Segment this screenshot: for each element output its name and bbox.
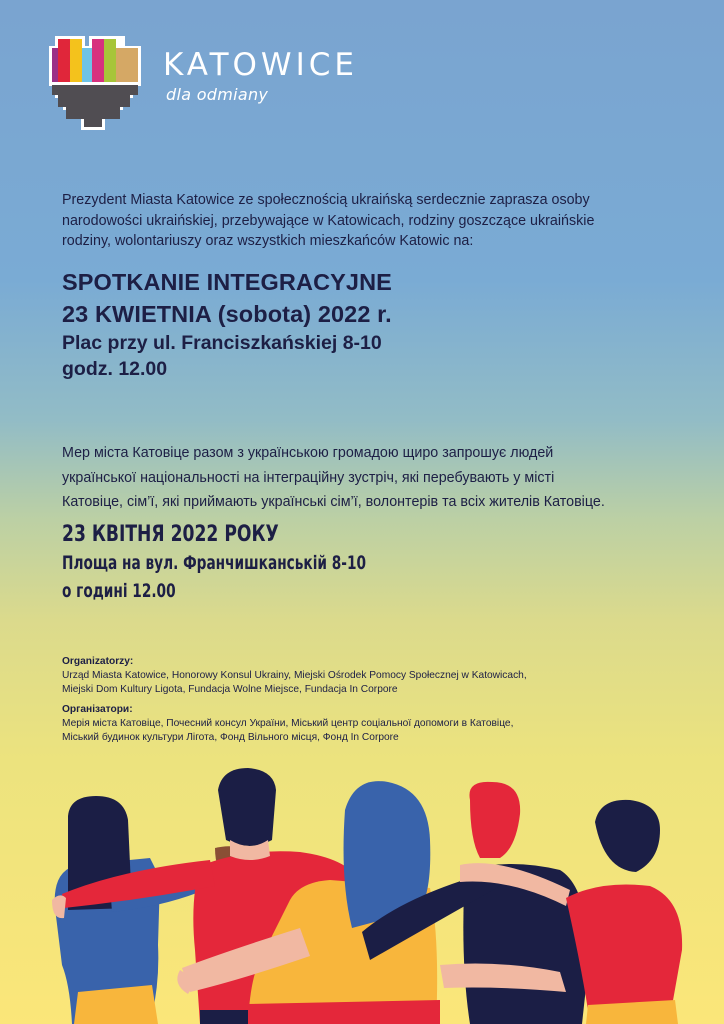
brand-name: KATOWICE: [163, 47, 358, 83]
event-title: SPOTKANIE INTEGRACYJNE: [62, 269, 392, 295]
intro-ukrainian-line: Мер міста Катовіце разом з українською громадою щиро запрошує людей: [62, 445, 554, 461]
brand: [163, 48, 358, 104]
organizers-ukrainian: [62, 703, 622, 745]
intro-polish-line: rodziny, wolontariuszy oraz wszystkich mieszkańców Katowic na:: [62, 233, 474, 249]
intro-polish-line: narodowości ukraińskiej, przebywające w Katowicach, rodziny goszczące ukraińskie: [62, 212, 595, 229]
organizers-line: Мерія міста Катовіце, Почесний консул України, Міський центр соціальної допомоги в Катовіце,: [62, 718, 514, 729]
intro-polish: [62, 190, 662, 252]
event-date-ua: 23 КВІТНЯ 2022 РОКУ: [62, 522, 279, 547]
intro-polish-line: Prezydent Miasta Katowice ze społecznością ukraińską serdecznie zaprasza osoby: [62, 192, 590, 208]
intro-ukrainian-line: Катовіце, сім’ї, які приймають українські сім’ї, волонтерів та всіх жителів Катовіце.: [62, 494, 605, 510]
headline-polish: [62, 266, 392, 382]
event-place-pl: Plac przy ul. Franciszkańskiej 8-10: [62, 332, 382, 354]
event-time-ua: о годині 12.00: [62, 581, 176, 602]
intro-ukrainian: [62, 441, 712, 515]
organizers-line: Miejski Dom Kultury Ligota, Fundacja Wolne Miejsce, Fundacja In Corpore: [62, 684, 398, 695]
headline-ukrainian: [62, 520, 473, 606]
heart-pixel-logo-icon: [49, 36, 141, 130]
organizers-title-pl: Organizatorzy:: [62, 656, 134, 667]
organizers-title-ua: Організатори:: [62, 704, 133, 715]
intro-ukrainian-line: української національності на інтеграційну зустріч, які перебувають у місті: [62, 469, 555, 486]
event-date-pl: 23 KWIETNIA (sobota) 2022 r.: [62, 301, 392, 327]
people-embracing-illustration: [0, 760, 724, 1024]
organizers-polish: [62, 655, 622, 697]
event-time-pl: godz. 12.00: [62, 358, 168, 380]
event-place-ua: Площа на вул. Франчишканській 8-10: [62, 553, 367, 574]
organizers-line: Urząd Miasta Katowice, Honorowy Konsul Ukrainy, Miejski Ośrodek Pomocy Społecznej w Katowicach,: [62, 670, 527, 681]
organizers-line: Міський будинок культури Лігота, Фонд Вільного місця, Фонд In Corpore: [62, 732, 399, 743]
brand-tagline: dla odmiany: [166, 85, 269, 104]
